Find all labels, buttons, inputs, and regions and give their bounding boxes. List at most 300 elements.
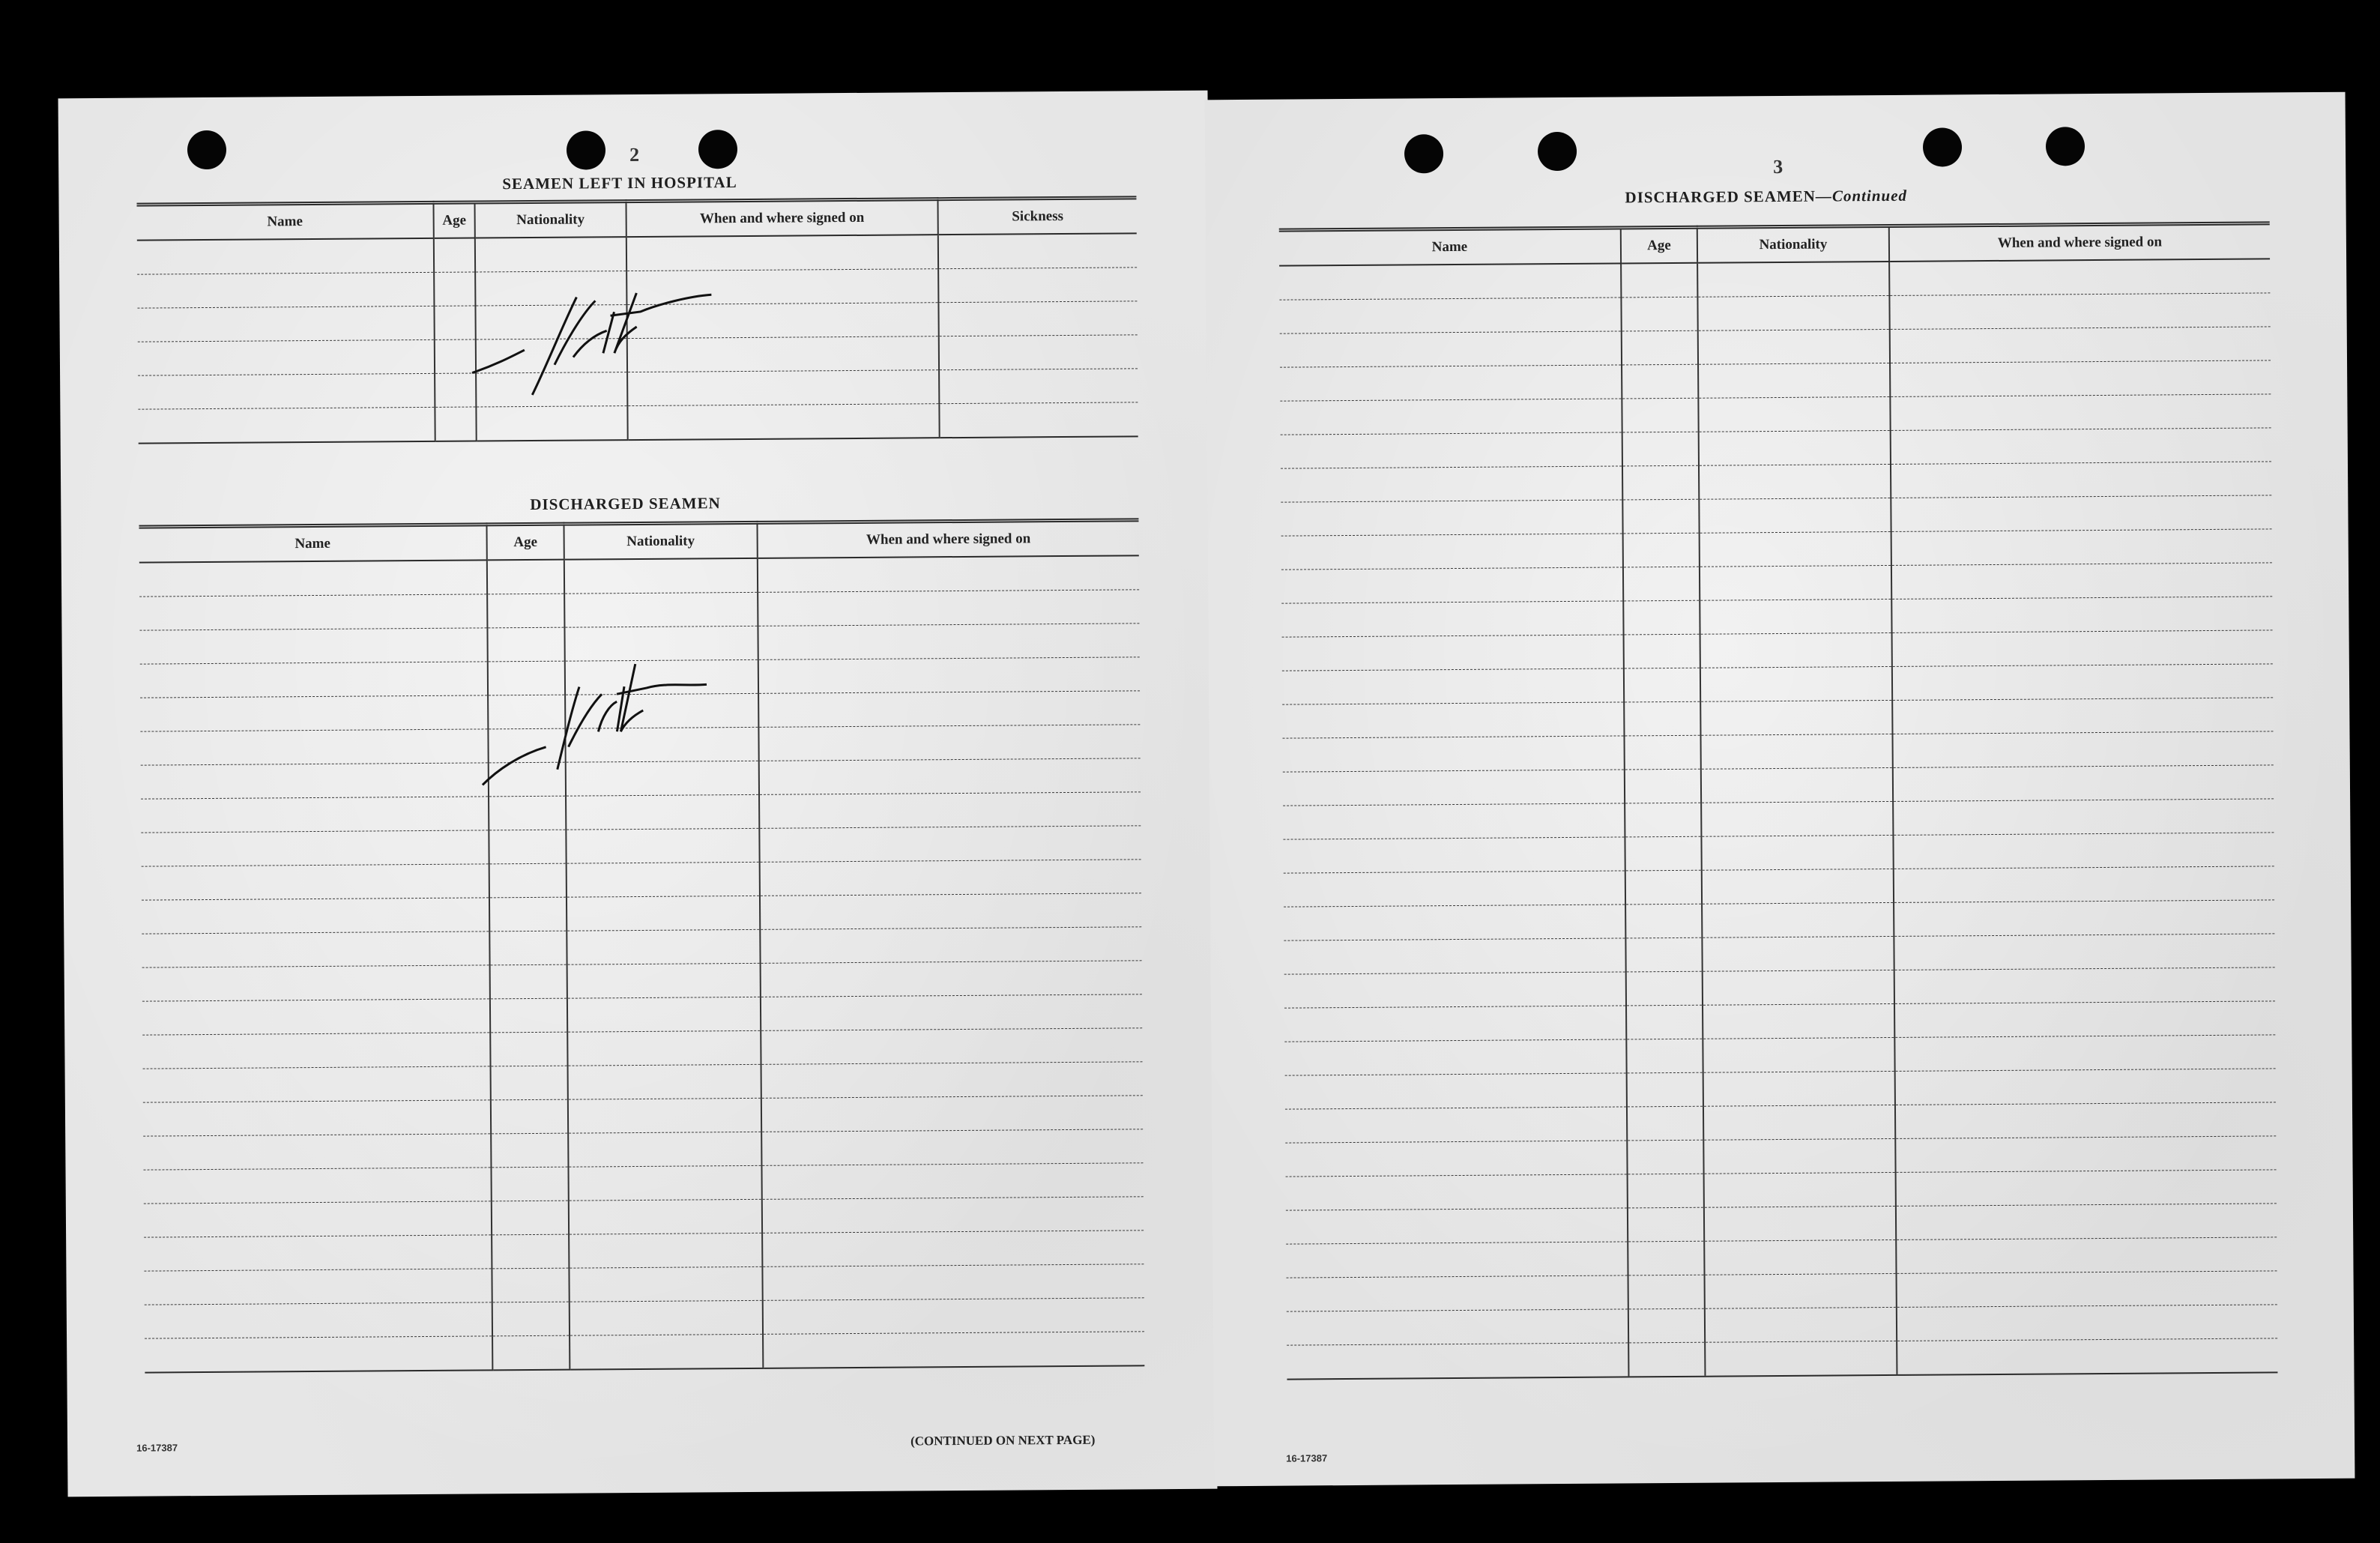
table-cell bbox=[489, 897, 567, 931]
table-cell bbox=[761, 1062, 1143, 1099]
table-cell bbox=[1896, 1237, 2277, 1274]
table-cell bbox=[1890, 360, 2271, 397]
table-cell bbox=[142, 931, 489, 967]
table-cell bbox=[568, 1098, 761, 1133]
table-cell bbox=[1628, 1241, 1704, 1275]
table-cell bbox=[489, 931, 567, 965]
table-cell bbox=[1626, 1039, 1703, 1073]
table-cell bbox=[138, 373, 435, 409]
table-cell bbox=[1704, 1239, 1896, 1275]
table-cell bbox=[1893, 799, 2274, 836]
column-header-name: Name bbox=[136, 202, 433, 240]
table-cell bbox=[434, 272, 475, 306]
table-cell bbox=[1892, 630, 2273, 667]
table-cell bbox=[1628, 1174, 1704, 1208]
table-cell bbox=[1623, 600, 1700, 635]
table-cell bbox=[569, 1199, 762, 1234]
table-cell bbox=[476, 339, 627, 373]
table-cell bbox=[1628, 1308, 1705, 1343]
table-cell bbox=[475, 271, 626, 306]
table-cell bbox=[1891, 563, 2272, 600]
table-cell bbox=[568, 1064, 761, 1099]
table-row bbox=[145, 1332, 1144, 1373]
table-cell bbox=[763, 1332, 1144, 1368]
table-cell bbox=[143, 1066, 491, 1102]
title-suffix: —Continued bbox=[1815, 186, 1908, 205]
table-cell bbox=[435, 407, 476, 441]
table-cell bbox=[492, 1268, 569, 1302]
left-page bbox=[58, 91, 1218, 1497]
handwritten-nil-text: Nil bbox=[464, 283, 465, 284]
column-header-nationality: Nationality bbox=[1697, 226, 1889, 262]
column-header-age: Age bbox=[486, 524, 564, 560]
table-cell bbox=[1703, 1003, 1894, 1039]
table-cell bbox=[138, 407, 435, 443]
table-cell bbox=[759, 826, 1141, 863]
table-cell bbox=[1625, 836, 1701, 871]
column-header-nationality: Nationality bbox=[474, 202, 626, 238]
table-cell bbox=[1700, 565, 1891, 600]
column-header-nationality: Nationality bbox=[564, 522, 757, 559]
table-cell bbox=[1699, 430, 1891, 465]
table-cell bbox=[1622, 330, 1698, 365]
punch-hole bbox=[698, 130, 737, 169]
table-cell bbox=[1697, 262, 1889, 297]
table-row bbox=[138, 402, 1138, 444]
table-cell bbox=[475, 305, 626, 339]
table-cell bbox=[140, 729, 488, 765]
table-cell bbox=[1281, 432, 1622, 468]
table-cell bbox=[1624, 735, 1700, 770]
table-cell bbox=[144, 1269, 492, 1305]
table-cell bbox=[938, 233, 1137, 268]
form-code: 16-17387 bbox=[136, 1442, 178, 1454]
table-cell bbox=[1282, 635, 1624, 671]
table-cell bbox=[1279, 263, 1621, 300]
table-cell bbox=[143, 1100, 491, 1136]
table-cell bbox=[139, 594, 487, 630]
discharged-table bbox=[139, 518, 1144, 1373]
table-cell bbox=[434, 306, 475, 339]
table-cell bbox=[1700, 599, 1891, 634]
punch-hole bbox=[567, 130, 605, 169]
table-cell bbox=[565, 659, 758, 695]
table-cell bbox=[144, 1235, 492, 1271]
table-cell bbox=[1704, 1206, 1896, 1241]
table-cell bbox=[1622, 364, 1698, 399]
table-cell bbox=[1627, 1140, 1703, 1174]
table-cell bbox=[1623, 533, 1700, 567]
column-header-age: Age bbox=[433, 202, 474, 238]
table-cell bbox=[1628, 1342, 1705, 1377]
table-cell bbox=[762, 1264, 1144, 1301]
table-cell bbox=[761, 1028, 1142, 1065]
column-header-signed-on: When and where signed on bbox=[757, 520, 1138, 558]
table-cell bbox=[1894, 1035, 2275, 1072]
table-cell bbox=[1280, 331, 1622, 367]
table-cell bbox=[1700, 531, 1891, 567]
hospital-table bbox=[136, 196, 1138, 444]
table-cell bbox=[760, 893, 1141, 930]
table-cell bbox=[761, 1096, 1143, 1132]
table-cell bbox=[1284, 1006, 1626, 1042]
table-cell bbox=[1891, 462, 2271, 498]
right-page bbox=[1205, 92, 2355, 1487]
table-cell bbox=[434, 238, 475, 272]
table-cell bbox=[1896, 1170, 2277, 1207]
table-cell bbox=[137, 238, 434, 274]
table-cell bbox=[1283, 770, 1625, 806]
table-cell bbox=[138, 339, 435, 375]
table-cell bbox=[759, 758, 1141, 795]
table-cell bbox=[564, 592, 758, 627]
discharged-table-body bbox=[139, 555, 1145, 1372]
table-cell bbox=[760, 927, 1141, 964]
table-cell bbox=[1705, 1273, 1897, 1308]
table-cell bbox=[488, 728, 565, 763]
table-cell bbox=[763, 1298, 1144, 1335]
table-cell bbox=[1890, 327, 2271, 363]
table-cell bbox=[1701, 835, 1893, 870]
table-cell bbox=[1622, 432, 1699, 466]
table-cell bbox=[762, 1197, 1144, 1234]
handwritten-nil-text: Nil bbox=[474, 642, 475, 644]
table-cell bbox=[564, 626, 758, 661]
table-cell bbox=[1702, 936, 1894, 971]
table-cell bbox=[1896, 1204, 2277, 1240]
table-cell bbox=[758, 691, 1140, 728]
table-cell bbox=[760, 860, 1141, 896]
table-cell bbox=[1283, 837, 1625, 873]
table-cell bbox=[1698, 396, 1890, 432]
table-cell bbox=[1628, 1275, 1705, 1309]
table-cell bbox=[1281, 466, 1622, 502]
table-cell bbox=[1703, 970, 1894, 1005]
table-cell bbox=[1705, 1307, 1897, 1342]
table-cell bbox=[758, 555, 1139, 592]
table-cell bbox=[492, 1201, 569, 1235]
table-cell bbox=[1624, 634, 1700, 668]
table-cell bbox=[140, 695, 488, 731]
table-cell bbox=[145, 1336, 492, 1373]
table-cell bbox=[492, 1302, 570, 1336]
discharged-continued-table-body bbox=[1279, 259, 2277, 1379]
table-cell bbox=[1891, 428, 2271, 465]
table-cell bbox=[1699, 498, 1891, 533]
table-cell bbox=[758, 623, 1139, 660]
table-cell bbox=[491, 1167, 568, 1201]
continued-section-title bbox=[1625, 187, 1907, 208]
table-cell bbox=[762, 1231, 1144, 1267]
table-cell bbox=[491, 1066, 568, 1100]
table-cell bbox=[1889, 259, 2270, 295]
table-cell bbox=[566, 828, 759, 863]
table-cell bbox=[142, 965, 490, 1001]
table-cell bbox=[489, 762, 566, 797]
table-cell bbox=[1699, 464, 1891, 499]
table-cell bbox=[758, 725, 1140, 761]
table-cell bbox=[1891, 529, 2272, 566]
table-cell bbox=[1894, 1001, 2275, 1038]
table-cell bbox=[1627, 1072, 1703, 1107]
table-cell bbox=[1897, 1338, 2277, 1375]
table-cell bbox=[1622, 499, 1699, 534]
table-cell bbox=[139, 560, 487, 597]
table-cell bbox=[1700, 734, 1892, 769]
table-cell bbox=[1894, 900, 2274, 937]
table-cell bbox=[490, 998, 567, 1033]
table-cell bbox=[626, 269, 938, 305]
table-cell bbox=[1894, 967, 2275, 1004]
table-cell bbox=[491, 1133, 568, 1168]
table-cell bbox=[1702, 902, 1894, 937]
table-cell bbox=[1284, 1039, 1626, 1075]
table-cell bbox=[1284, 938, 1625, 974]
column-header-name: Name bbox=[139, 525, 486, 563]
table-cell bbox=[761, 1163, 1143, 1200]
table-cell bbox=[627, 404, 939, 440]
table-cell bbox=[1625, 870, 1702, 905]
table-cell bbox=[1892, 664, 2273, 701]
table-cell bbox=[1621, 297, 1697, 331]
page-number: 2 bbox=[629, 143, 640, 166]
table-cell bbox=[567, 862, 760, 897]
table-cell bbox=[761, 994, 1142, 1031]
table-cell bbox=[1701, 767, 1893, 803]
table-cell bbox=[568, 1132, 761, 1167]
table-cell bbox=[1895, 1102, 2276, 1139]
table-cell bbox=[1623, 567, 1700, 601]
table-cell bbox=[144, 1201, 492, 1237]
table-cell bbox=[1621, 263, 1697, 298]
table-cell bbox=[1891, 597, 2272, 633]
table-cell bbox=[1701, 801, 1893, 836]
table-cell bbox=[1897, 1271, 2277, 1308]
column-header-signed-on: When and where signed on bbox=[1889, 223, 2270, 262]
table-cell bbox=[565, 727, 758, 762]
table-cell bbox=[567, 963, 761, 998]
table-cell bbox=[476, 372, 627, 407]
table-cell bbox=[569, 1233, 762, 1268]
table-row bbox=[1287, 1338, 2277, 1380]
table-cell bbox=[1279, 298, 1621, 333]
table-cell bbox=[1280, 365, 1622, 401]
table-cell bbox=[137, 306, 434, 342]
table-cell bbox=[1893, 833, 2274, 869]
table-cell bbox=[1895, 1136, 2276, 1173]
table-cell bbox=[1703, 1037, 1894, 1072]
table-cell bbox=[487, 560, 564, 594]
table-cell bbox=[490, 1032, 567, 1066]
table-cell bbox=[487, 627, 564, 662]
table-cell bbox=[1702, 869, 1894, 904]
punch-hole bbox=[1538, 132, 1577, 171]
table-cell bbox=[1894, 934, 2274, 970]
table-cell bbox=[1703, 1105, 1895, 1140]
punch-hole bbox=[1404, 134, 1443, 173]
punch-hole bbox=[1923, 127, 1962, 166]
table-cell bbox=[1281, 567, 1623, 603]
table-cell bbox=[1622, 465, 1699, 500]
table-cell bbox=[1703, 1138, 1895, 1174]
table-cell bbox=[487, 594, 564, 628]
table-cell bbox=[1897, 1305, 2277, 1341]
table-cell bbox=[1626, 1005, 1703, 1039]
form-code: 16-17387 bbox=[1286, 1452, 1328, 1464]
page-number: 3 bbox=[1773, 155, 1784, 178]
table-cell bbox=[627, 336, 939, 372]
table-cell bbox=[1895, 1069, 2276, 1105]
table-cell bbox=[1284, 972, 1626, 1008]
table-cell bbox=[1287, 1275, 1628, 1311]
table-cell bbox=[566, 794, 759, 830]
table-cell bbox=[488, 695, 565, 729]
discharged-section-title: DISCHARGED SEAMEN bbox=[530, 494, 721, 513]
table-cell bbox=[141, 797, 489, 833]
table-cell bbox=[1889, 293, 2270, 330]
table-cell bbox=[567, 929, 760, 964]
table-cell bbox=[488, 661, 565, 695]
table-cell bbox=[627, 370, 939, 406]
table-cell bbox=[1624, 701, 1700, 736]
table-cell bbox=[1625, 937, 1702, 972]
table-cell bbox=[1286, 1174, 1628, 1210]
table-cell bbox=[1891, 495, 2271, 532]
table-cell bbox=[435, 339, 476, 373]
column-header-name: Name bbox=[1279, 228, 1621, 266]
table-cell bbox=[1704, 1172, 1896, 1207]
column-header-signed-on: When and where signed on bbox=[626, 199, 937, 237]
table-cell bbox=[1281, 601, 1623, 637]
table-cell bbox=[142, 864, 489, 900]
table-cell bbox=[1892, 731, 2273, 768]
table-cell bbox=[142, 1033, 490, 1069]
table-cell bbox=[566, 761, 759, 796]
table-cell bbox=[1285, 1073, 1627, 1109]
table-cell bbox=[1625, 904, 1702, 938]
table-cell bbox=[475, 237, 626, 272]
title-main: DISCHARGED SEAMEN bbox=[1625, 187, 1816, 207]
table-cell bbox=[141, 763, 489, 799]
table-cell bbox=[1287, 1343, 1628, 1380]
table-cell bbox=[489, 863, 567, 898]
table-cell bbox=[1697, 295, 1889, 330]
table-cell bbox=[489, 796, 566, 830]
table-cell bbox=[1700, 632, 1892, 668]
table-cell bbox=[492, 1335, 570, 1370]
table-cell bbox=[1287, 1309, 1628, 1345]
table-cell bbox=[1700, 700, 1892, 735]
table-cell bbox=[1280, 399, 1622, 435]
continued-note: (CONTINUED ON NEXT PAGE) bbox=[910, 1432, 1096, 1449]
table-cell bbox=[567, 997, 761, 1032]
table-cell bbox=[1282, 668, 1624, 704]
table-cell bbox=[1286, 1208, 1628, 1244]
table-cell bbox=[1285, 1141, 1627, 1177]
table-cell bbox=[1624, 668, 1700, 702]
table-cell bbox=[1286, 1242, 1628, 1278]
table-cell bbox=[139, 628, 487, 664]
table-cell bbox=[1285, 1107, 1627, 1143]
table-cell bbox=[435, 373, 476, 407]
table-cell bbox=[939, 369, 1138, 404]
table-cell bbox=[1698, 363, 1890, 398]
hospital-table-body bbox=[137, 233, 1138, 443]
table-cell bbox=[939, 402, 1138, 438]
table-cell bbox=[140, 662, 488, 698]
table-cell bbox=[758, 657, 1140, 694]
table-cell bbox=[1283, 803, 1625, 839]
table-cell bbox=[758, 590, 1139, 626]
table-cell bbox=[1698, 329, 1890, 364]
table-cell bbox=[1283, 736, 1625, 772]
table-cell bbox=[1705, 1341, 1897, 1376]
table-cell bbox=[1284, 871, 1625, 907]
table-cell bbox=[569, 1266, 762, 1302]
table-cell bbox=[938, 301, 1137, 336]
table-cell bbox=[1622, 398, 1698, 432]
table-cell bbox=[1703, 1071, 1895, 1106]
table-cell bbox=[564, 558, 758, 594]
table-cell bbox=[567, 1030, 761, 1066]
punch-hole bbox=[2046, 127, 2085, 166]
table-cell bbox=[490, 964, 567, 999]
table-cell bbox=[1627, 1106, 1703, 1141]
table-cell bbox=[1626, 971, 1703, 1006]
table-cell bbox=[570, 1300, 763, 1335]
table-cell bbox=[1625, 769, 1701, 803]
table-cell bbox=[570, 1334, 763, 1369]
table-cell bbox=[1892, 698, 2273, 734]
table-cell bbox=[759, 792, 1141, 829]
table-cell bbox=[492, 1234, 569, 1269]
hospital-section-title: SEAMEN LEFT IN HOSPITAL bbox=[502, 173, 737, 193]
table-cell bbox=[568, 1165, 761, 1201]
column-header-age: Age bbox=[1621, 227, 1697, 263]
table-cell bbox=[143, 1134, 491, 1170]
table-cell bbox=[1625, 803, 1701, 837]
table-cell bbox=[141, 830, 489, 866]
table-cell bbox=[145, 1302, 492, 1338]
table-cell bbox=[565, 693, 758, 728]
table-cell bbox=[476, 406, 627, 441]
table-cell bbox=[626, 235, 938, 271]
table-cell bbox=[1893, 765, 2274, 802]
column-header-sickness: Sickness bbox=[937, 198, 1136, 235]
table-cell bbox=[1281, 500, 1622, 536]
table-cell bbox=[938, 268, 1137, 303]
table-cell bbox=[1890, 394, 2271, 431]
table-cell bbox=[1281, 534, 1623, 570]
table-cell bbox=[1628, 1207, 1704, 1242]
discharged-continued-table bbox=[1279, 221, 2278, 1380]
table-cell bbox=[761, 1129, 1143, 1166]
table-cell bbox=[567, 896, 760, 931]
punch-hole bbox=[187, 130, 226, 169]
table-cell bbox=[489, 830, 566, 864]
table-cell bbox=[1894, 866, 2274, 903]
table-cell bbox=[626, 303, 938, 339]
table-cell bbox=[761, 961, 1142, 997]
table-cell bbox=[143, 1168, 491, 1204]
table-cell bbox=[939, 335, 1138, 370]
table-cell bbox=[491, 1099, 568, 1134]
table-cell bbox=[1700, 666, 1892, 701]
table-cell bbox=[142, 898, 489, 934]
table-cell bbox=[142, 999, 490, 1035]
table-cell bbox=[137, 272, 434, 308]
table-cell bbox=[1284, 905, 1625, 940]
